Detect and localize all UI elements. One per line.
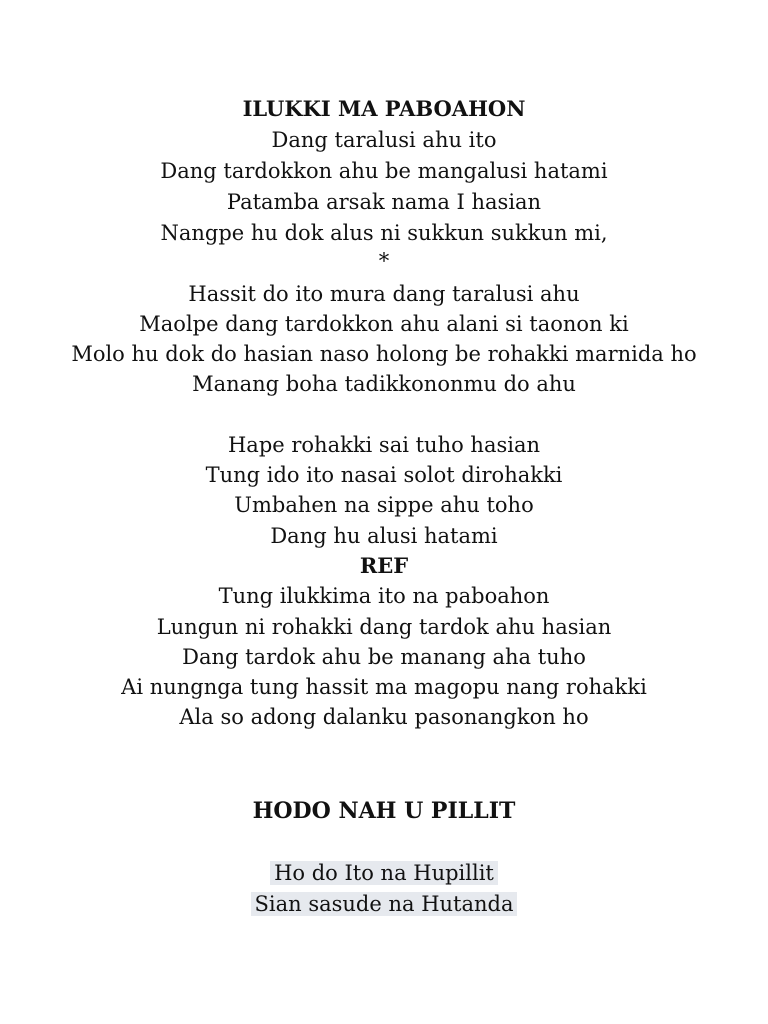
lyric-line: Patamba arsak nama I hasian bbox=[226, 190, 542, 214]
song-title: ILUKKI MA PABOAHON bbox=[242, 96, 526, 121]
highlighted-text: Sian sasude na Hutanda bbox=[251, 892, 518, 916]
chorus-line: Ai nungnga tung hassit ma magopu nang rohakki bbox=[121, 675, 647, 699]
ref-label: REF bbox=[359, 553, 409, 578]
lyric-line: Nangpe hu dok alus ni sukkun sukkun mi, bbox=[160, 221, 608, 245]
chorus-line: Tung ilukkima ito na paboahon bbox=[218, 584, 550, 608]
highlighted-text: Ho do Ito na Hupillit bbox=[270, 861, 498, 885]
lyric-line: Dang taralusi ahu ito bbox=[271, 128, 497, 152]
lyric-line-highlighted bbox=[0, 858, 768, 888]
lyric-line: Molo hu dok do hasian naso holong be rohakki marnida ho bbox=[71, 342, 697, 366]
lyric-line: Umbahen na sippe ahu toho bbox=[234, 493, 534, 517]
lyric-line: Dang hu alusi hatami bbox=[270, 524, 498, 548]
lyric-line-highlighted bbox=[0, 889, 768, 919]
lyric-line: Tung ido ito nasai solot dirohakki bbox=[205, 463, 563, 487]
chorus-line: Dang tardok ahu be manang aha tuho bbox=[182, 645, 586, 669]
chorus-line: Lungun ni rohakki dang tardok ahu hasian bbox=[156, 615, 612, 639]
verse-separator: * bbox=[378, 249, 390, 273]
song-title: HODO NAH U PILLIT bbox=[252, 798, 516, 824]
lyric-line: Maolpe dang tardokkon ahu alani si taonon ki bbox=[139, 312, 629, 336]
lyric-line: Manang boha tadikkononmu do ahu bbox=[192, 372, 576, 396]
chorus-line: Ala so adong dalanku pasonangkon ho bbox=[179, 705, 589, 729]
lyric-line: Dang tardokkon ahu be mangalusi hatami bbox=[160, 159, 608, 183]
lyric-line: Hassit do ito mura dang taralusi ahu bbox=[188, 282, 580, 306]
lyric-line: Hape rohakki sai tuho hasian bbox=[227, 433, 541, 457]
